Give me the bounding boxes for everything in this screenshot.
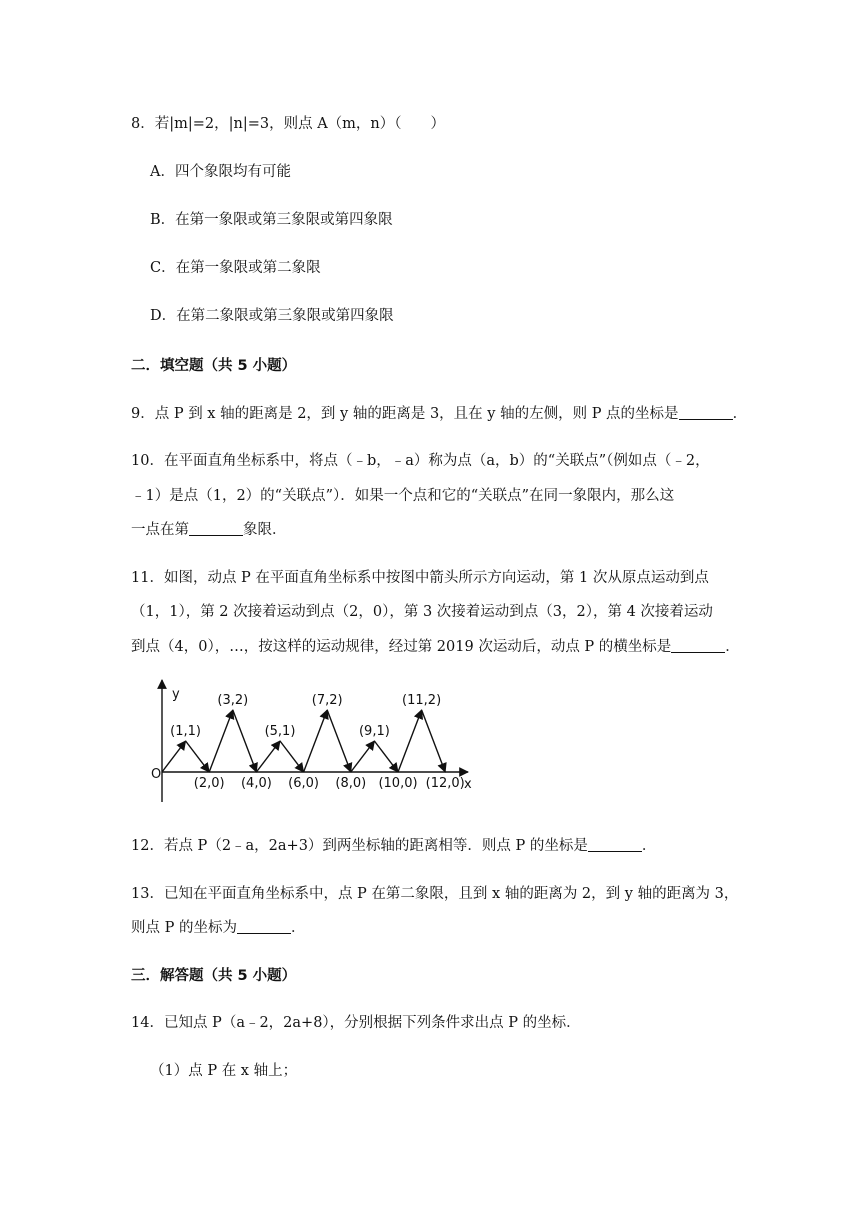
motion-arrow-segment: [186, 741, 210, 772]
q12-end: ．: [641, 838, 657, 854]
q10-line1: 10．在平面直角坐标系中，将点（﹣b，﹣a）称为点（a，b）的“关联点”（例如点（﹣2，: [131, 453, 710, 469]
q11-line1: 11．如图，动点 P 在平面直角坐标系中按图中箭头所示方向运动，第 1 次从原点运动到点: [131, 570, 709, 586]
motion-arrow-segment: [162, 741, 186, 772]
q13-line2-pre: 则点 P 的坐标为: [131, 920, 237, 936]
motion-arrow-segment: [304, 710, 328, 772]
q8-stem: 8．若|m|=2，|n|=3，则点 A（m，n）（ ）: [131, 116, 446, 132]
q14-stem: 14．已知点 P（a﹣2，2a+8），分别根据下列条件求出点 P 的坐标．: [131, 1015, 581, 1031]
section-heading-fill-in: 二．填空题（共 5 小题）: [131, 358, 297, 374]
q8-option-b: B．在第一象限或第三象限或第四象限: [150, 212, 393, 228]
point-label: (1,1): [170, 724, 202, 739]
point-label: (2,0): [193, 776, 225, 791]
point-label: (11,2): [402, 693, 442, 708]
q11-line3: [131, 635, 740, 656]
q13-answer-blank: [237, 919, 291, 935]
motion-arrow-segment: [351, 741, 375, 772]
motion-path-figure: [150, 676, 480, 806]
q10-line2: ﹣1）是点（1，2）的“关联点”）．如果一个点和它的“关联点”在同一象限内，那么这: [131, 488, 675, 504]
q11-answer-blank: [671, 638, 725, 654]
q12-text: 12．若点 P（2﹣a，2a+3）到两坐标轴的距离相等．则点 P 的坐标是: [131, 838, 588, 854]
q13-end: ．: [290, 920, 306, 936]
point-label: (6,0): [288, 776, 320, 791]
q13-line1: 13．已知在平面直角坐标系中，点 P 在第二象限，且到 x 轴的距离为 2，到 y 轴的距离为 3，: [131, 886, 739, 902]
point-label: (9,1): [358, 724, 390, 739]
y-axis-label: y: [172, 687, 180, 702]
motion-arrow-segment: [280, 741, 304, 772]
q12-answer-blank: [588, 837, 642, 853]
q10-line3-pre: 一点在第: [131, 522, 189, 538]
x-axis-label: x: [464, 777, 472, 792]
q11-line3-text: 到点（4，0），…，按这样的运动规律，经过第 2019 次运动后，动点 P 的横坐标是: [131, 639, 672, 655]
q9-end: ．: [732, 406, 748, 422]
point-label: (8,0): [335, 776, 367, 791]
motion-arrow-segment: [422, 710, 446, 772]
origin-label: O: [151, 767, 162, 782]
point-label: (5,1): [264, 724, 296, 739]
q9-answer-blank: [679, 405, 733, 421]
motion-arrow-segment: [398, 710, 422, 772]
q8-option-d: D．在第二象限或第三象限或第四象限: [150, 308, 394, 324]
q11-line2: （1，1），第 2 次接着运动到点（2，0），第 3 次接着运动到点（3，2），第 4 次接着运动: [131, 604, 713, 620]
point-label: (10,0): [378, 776, 418, 791]
q10-line3: [131, 518, 287, 539]
point-label: (3,2): [217, 693, 249, 708]
q13-line2: [131, 916, 305, 937]
point-label: (4,0): [240, 776, 272, 791]
motion-arrow-segment: [209, 710, 233, 772]
motion-arrow-segment: [374, 741, 398, 772]
q8-option-c: C．在第一象限或第二象限: [150, 260, 321, 276]
q9: [131, 402, 747, 423]
point-label: (7,2): [311, 693, 343, 708]
q9-text: 9．点 P 到 x 轴的距离是 2，到 y 轴的距离是 3，且在 y 轴的左侧，则 P 点的坐标是: [131, 406, 679, 422]
section-heading-solutions: 三．解答题（共 5 小题）: [131, 968, 297, 984]
q14-sub1: （1）点 P 在 x 轴上；: [150, 1063, 298, 1079]
motion-arrow-segment: [256, 741, 280, 772]
point-label: (12,0): [425, 776, 465, 791]
motion-arrow-segment: [233, 710, 257, 772]
q10-answer-blank: [189, 521, 243, 537]
q10-line3-post: 象限．: [243, 522, 287, 538]
q8-option-a: A．四个象限均有可能: [150, 164, 291, 180]
q12: [131, 834, 656, 855]
motion-arrow-segment: [327, 710, 351, 772]
q11-end: ．: [725, 639, 740, 655]
